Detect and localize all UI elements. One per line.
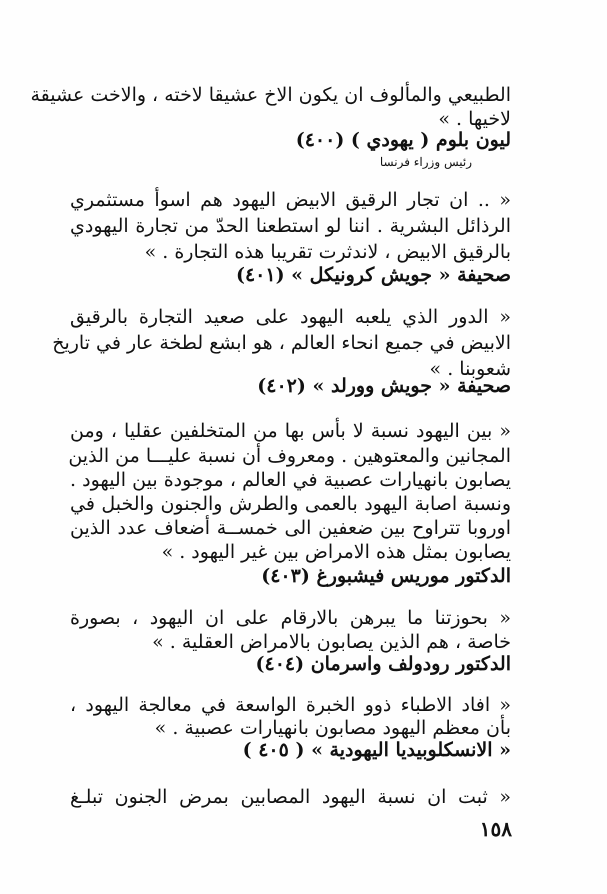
quote-402-line-4: ونسبة اصابة اليهود بالعمى والطرش والجنون والخبل في (70, 493, 511, 515)
quote-400-line-3: بالرقيق الابيض ، لاندثرت تقريبا هذه التجارة . » (144, 241, 511, 263)
quote-400-subtitle: رئيس وزراء فرنسا (379, 155, 472, 169)
quote-404-line-2: بأن معظم اليهود مصابون بانهيارات عصبية . » (154, 717, 511, 739)
page-number: ١٥٨ (479, 817, 512, 841)
intro-line-1: الطبيعي والمألوف ان يكون الاخ عشيقا لاخته ، والاخت عشيقة (30, 84, 511, 106)
quote-405-line-1: « ثبت ان نسبة اليهود المصابين بمرض الجنون تبلـغ (70, 786, 511, 808)
quote-402-line-5: اوروبا تتراوح بين ضعفين الى خمســة أضعاف عدد الذين (70, 517, 511, 539)
quote-404-heading: الدكتور رودولف واسرمان (٤٠٤) (255, 653, 511, 675)
quote-402-line-1: « بين اليهود نسبة لا بأس بها من المتخلفين عقليا ، ومن (70, 420, 511, 442)
quote-401-line-2: الابيض في جميع انحاء العالم ، هو ابشع لطخة عار في تاريخ (52, 332, 511, 354)
quote-402-heading: صحيفة « جويش وورلد » (٤٠٢) (257, 375, 511, 397)
intro-line-2: لاخيها . » (438, 108, 511, 130)
quote-403-line-2: خاصة ، هم الذين يصابون بالامراض العقلية . » (152, 631, 511, 653)
quote-402-line-3: يصابون بانهيارات عصبية في العالم ، موجودة بين اليهود . (70, 469, 511, 491)
quote-404-line-1: « افاد الاطباء ذوو الخبرة الواسعة في معالجة اليهود ، (70, 694, 511, 716)
quote-401-line-3: شعوبنا . » (429, 358, 511, 380)
quote-400-line-2: الرذائل البشرية . اننا لو استطعنا الحدّ من تجارة اليهودي (70, 215, 511, 237)
quote-401-heading: صحيفة « جويش كرونيكل » (٤٠١) (235, 264, 511, 286)
quote-402-line-6: يصابون بمثل هذه الامراض بين غير اليهود . » (161, 541, 511, 563)
quote-400-line-1: « .. ان تجار الرقيق الابيض اليهود هم اسوأ مستثمري (70, 189, 511, 211)
quote-405-heading: « الانسكلوبيديا اليهودية » ( ٤٠٥ ) (242, 739, 511, 761)
quote-403-line-1: « بحوزتنا ما يبرهن بالارقام على ان اليهود ، بصورة (70, 607, 511, 629)
quote-402-line-2: المجانين والمعتوهين . ومعروف أن نسبة عليـــا من الذين (68, 445, 511, 467)
quote-401-line-1: « الدور الذي يلعبه اليهود على صعيد التجارة بالرقيق (70, 306, 511, 328)
quote-403-heading: الدكتور موريس فيشبورغ (٤٠٣) (261, 565, 511, 587)
quote-400-heading: ليون بلوم ( يهودي ) (٤٠٠) (295, 129, 511, 151)
